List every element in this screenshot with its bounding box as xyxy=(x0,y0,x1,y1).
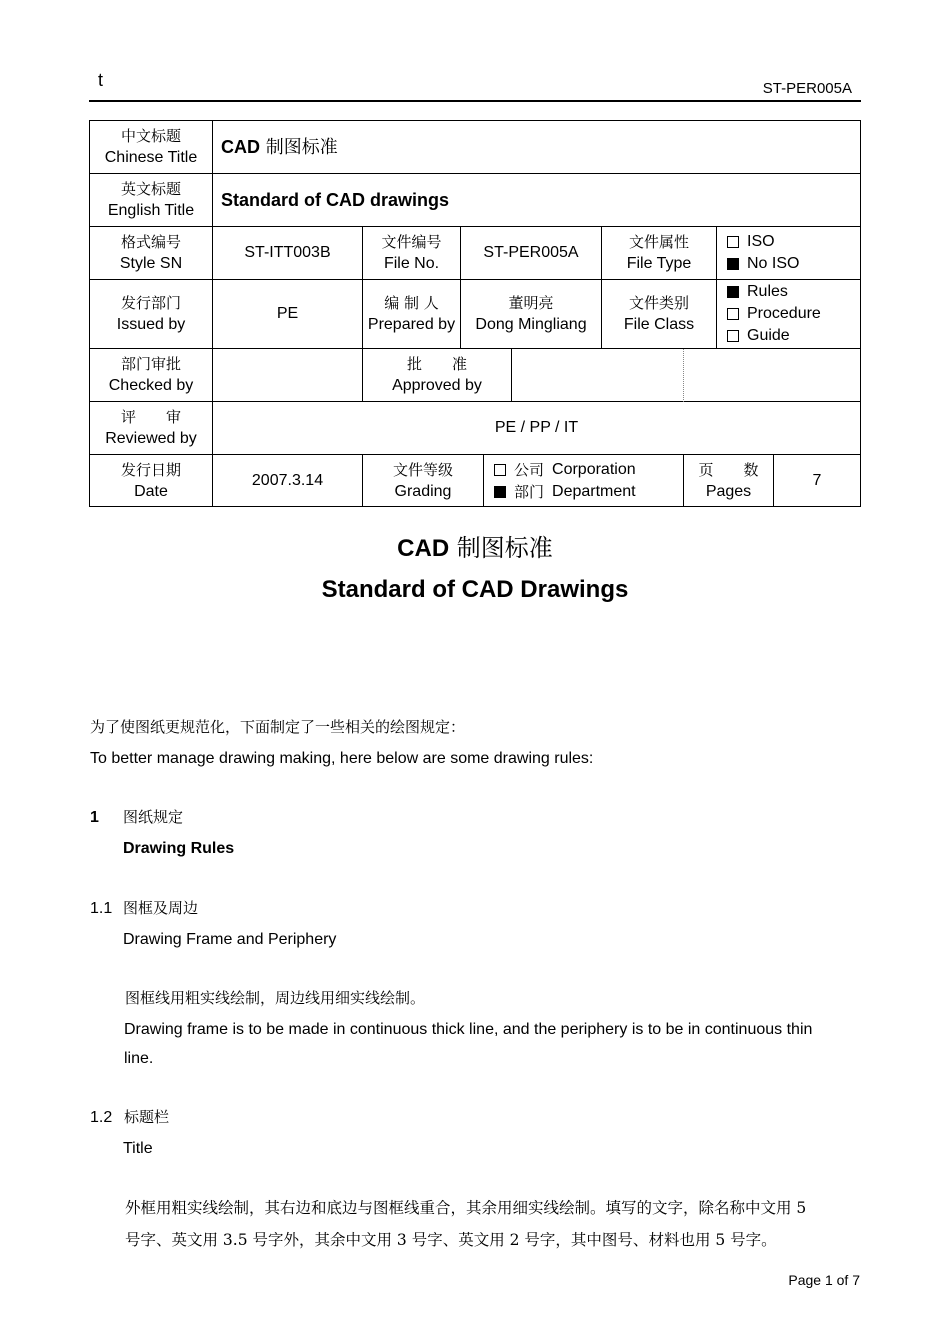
section-1-number: 1 xyxy=(90,809,99,826)
file-class-rules-label: Rules xyxy=(747,283,788,300)
file-class-guide-label: Guide xyxy=(747,327,790,344)
file-type-label-en: File Type xyxy=(626,255,692,272)
grading-option-department xyxy=(494,481,636,503)
issued-by-label xyxy=(90,280,213,349)
checked-by-label-en: Checked by xyxy=(108,377,194,394)
file-class-guide-checkbox xyxy=(727,330,739,342)
section-1-1-title-cn: 图框及周边 xyxy=(123,899,199,917)
header-rule xyxy=(89,100,861,102)
file-type-option-no-iso xyxy=(727,253,799,275)
grading-corporation-checkbox xyxy=(494,464,506,476)
issued-by-value-text: PE xyxy=(276,305,299,322)
issued-by-label-cn: 发行部门 xyxy=(120,294,181,312)
file-class-label-en: File Class xyxy=(623,316,695,333)
english-title-label-en: English Title xyxy=(107,202,195,219)
section-1-1-title-en: Drawing Frame and Periphery xyxy=(123,931,337,948)
date-label-cn: 发行日期 xyxy=(120,460,181,479)
style-sn-label-en: Style SN xyxy=(119,255,183,272)
file-class-rules-checkbox xyxy=(727,286,739,298)
file-no-value-text: ST-PER005A xyxy=(483,244,579,261)
section-1-title-en: Drawing Rules xyxy=(123,840,235,857)
header-doc-code: ST-PER005A xyxy=(762,80,852,97)
reviewed-by-value xyxy=(213,402,860,455)
date-label-en: Date xyxy=(134,482,168,500)
approved-by-label-cn: 批 准 xyxy=(406,355,467,373)
date-value xyxy=(213,455,363,506)
reviewed-by-label-cn: 评 审 xyxy=(120,408,181,426)
english-title-label xyxy=(90,174,213,227)
file-class-options xyxy=(717,280,860,349)
prepared-by-label-en: Prepared by xyxy=(367,316,456,333)
approved-by-value xyxy=(512,349,860,402)
file-type-no-iso-checkbox xyxy=(727,258,739,270)
english-title-value xyxy=(213,174,860,227)
section-1-1-number: 1.1 xyxy=(90,900,113,917)
grading-corporation-label-en: Corporation xyxy=(552,460,636,478)
issued-by-label-en: Issued by xyxy=(116,316,186,333)
reviewed-by-label xyxy=(90,402,213,455)
intro-cn: 为了使图纸更规范化，下面制定了一些相关的绘图规定： xyxy=(90,718,466,736)
chinese-title-label xyxy=(90,121,213,174)
grading-label-en: Grading xyxy=(394,482,452,500)
section-1-1-body-cn: 图框线用粗实线绘制，周边线用细实线绘制。 xyxy=(125,989,426,1007)
file-no-label xyxy=(363,227,461,280)
grading-corporation-label-cn: 公司 xyxy=(514,460,545,479)
prepared-by-label xyxy=(363,280,461,349)
checked-by-label-cn: 部门审批 xyxy=(120,355,181,373)
file-class-label xyxy=(602,280,717,349)
file-type-iso-label: ISO xyxy=(747,233,775,250)
prepared-by-value-cn: 董明亮 xyxy=(508,294,554,312)
chinese-title-label-en: Chinese Title xyxy=(104,149,198,166)
section-1-1-body-en-line2: line. xyxy=(124,1050,154,1067)
style-sn-value-text: ST-ITT003B xyxy=(244,244,331,261)
file-type-label xyxy=(602,227,717,280)
style-sn-label-cn: 格式编号 xyxy=(120,233,181,251)
checked-by-label xyxy=(90,349,213,402)
page-number: Page 1 of 7 xyxy=(788,1272,860,1288)
doc-title-cn-rest: 制图标准 xyxy=(449,534,553,562)
file-class-procedure-label: Procedure xyxy=(747,305,821,322)
english-title-label-cn: 英文标题 xyxy=(120,180,181,198)
file-class-label-cn: 文件类别 xyxy=(628,294,689,312)
doc-title-cn xyxy=(0,528,950,563)
grading-label xyxy=(363,455,484,506)
file-no-label-en: File No. xyxy=(383,255,440,272)
section-1-2-title-cn: 标题栏 xyxy=(124,1108,170,1126)
approved-by-dotted-divider xyxy=(683,349,684,402)
section-1-2-body-cn-line1: 外框用粗实线绘制，其右边和底边与图框线重合，其余用细实线绘制。填写的文字，除名称中文用 5 xyxy=(125,1199,807,1217)
grading-department-checkbox xyxy=(494,486,506,498)
pages-label xyxy=(684,455,774,506)
approved-by-label-en: Approved by xyxy=(392,377,482,394)
date-label xyxy=(90,455,213,506)
section-1-2-title-en: Title xyxy=(123,1140,153,1157)
date-value-text: 2007.3.14 xyxy=(251,471,324,489)
intro-en: To better manage drawing making, here below are some drawing rules: xyxy=(90,750,594,767)
document-info-table xyxy=(89,120,861,507)
reviewed-by-value-text: PE / PP / IT xyxy=(494,419,579,436)
file-class-option-rules xyxy=(727,281,788,303)
file-type-label-cn: 文件属性 xyxy=(628,233,689,251)
doc-title-cn-bold: CAD xyxy=(397,535,450,562)
chinese-title-label-cn: 中文标题 xyxy=(120,127,181,145)
pages-label-cn: 页 数 xyxy=(698,460,759,479)
file-class-option-guide xyxy=(727,325,790,347)
section-1-1-body-en-line1: Drawing frame is to be made in continuous thick line, and the periphery is to be in continuous thin xyxy=(124,1021,813,1038)
grading-option-corporation xyxy=(494,459,636,481)
file-type-option-iso xyxy=(727,231,775,253)
pages-value-text: 7 xyxy=(812,471,822,489)
doc-title-en: Standard of CAD Drawings xyxy=(321,576,629,603)
file-class-procedure-checkbox xyxy=(727,308,739,320)
file-type-iso-checkbox xyxy=(727,236,739,248)
checked-by-value xyxy=(213,349,363,402)
header-mark: t xyxy=(98,70,104,90)
grading-department-label-en: Department xyxy=(552,482,636,500)
section-1-2-number: 1.2 xyxy=(90,1109,113,1126)
pages-value xyxy=(774,455,860,506)
file-no-label-cn: 文件编号 xyxy=(381,233,442,251)
style-sn-label xyxy=(90,227,213,280)
chinese-title-value-bold: CAD xyxy=(221,136,260,157)
prepared-by-value-en: Dong Mingliang xyxy=(475,316,587,333)
style-sn-value xyxy=(213,227,363,280)
approved-by-label xyxy=(363,349,512,402)
file-type-options xyxy=(717,227,860,280)
issued-by-value xyxy=(213,280,363,349)
chinese-title-value-rest: 制图标准 xyxy=(260,136,338,158)
english-title-value-text: Standard of CAD drawings xyxy=(221,190,450,210)
reviewed-by-label-en: Reviewed by xyxy=(105,430,197,447)
section-1-title-cn: 图纸规定 xyxy=(123,808,184,826)
file-no-value xyxy=(461,227,602,280)
grading-label-cn: 文件等级 xyxy=(392,460,453,479)
chinese-title-value xyxy=(213,121,860,174)
grading-department-label-cn: 部门 xyxy=(514,482,545,501)
section-1-2-body-cn-line2: 号字、英文用 3.5 号字外，其余中文用 3 号字、英文用 2 号字，其中图号、材料也用 5 号字。 xyxy=(125,1231,777,1249)
prepared-by-label-cn: 编 制 人 xyxy=(384,294,439,312)
file-class-option-procedure xyxy=(727,303,821,325)
prepared-by-value xyxy=(461,280,602,349)
pages-label-en: Pages xyxy=(705,482,752,500)
grading-options xyxy=(484,455,684,506)
file-type-no-iso-label: No ISO xyxy=(747,255,800,272)
